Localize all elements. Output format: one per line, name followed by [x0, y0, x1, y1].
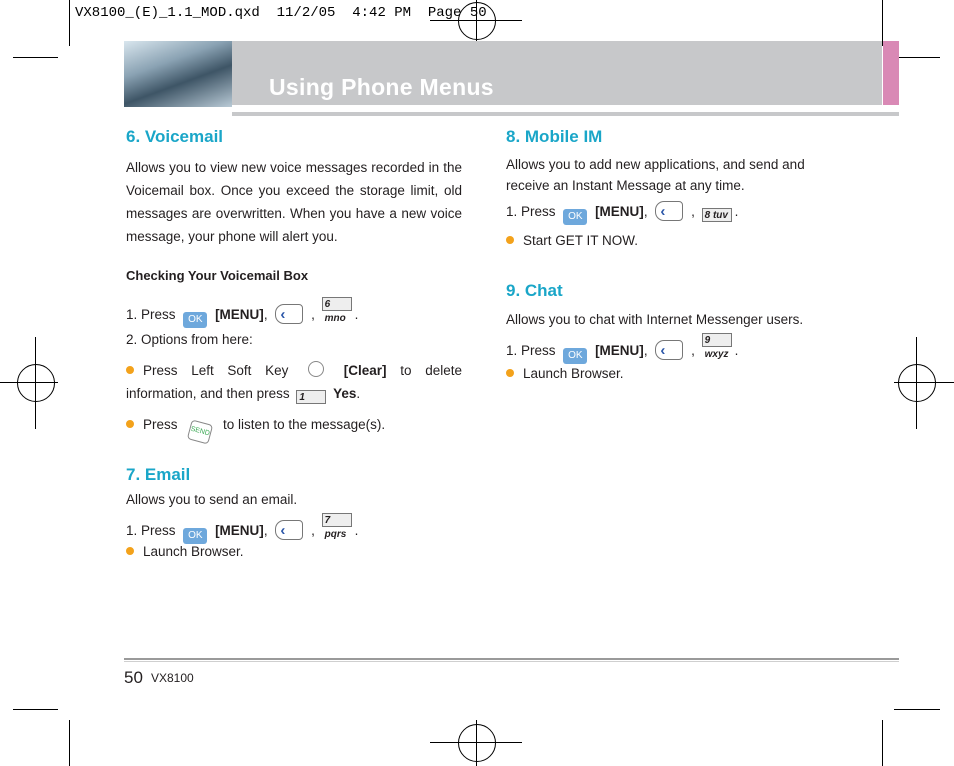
bullet-icon [506, 369, 514, 377]
bullet-icon [126, 547, 134, 555]
key-7-icon: 7 pqrs [322, 513, 352, 527]
accent-tab [883, 41, 899, 105]
footer-divider [124, 658, 899, 660]
clear-label: [Clear] [343, 363, 387, 378]
divider [124, 107, 899, 110]
comma: , [643, 343, 648, 358]
bullet-text: to listen to the message(s). [223, 417, 386, 432]
step: 2. Options from here: [126, 332, 253, 347]
section-heading: 9. Chat [506, 281, 563, 300]
comma: , [311, 523, 315, 538]
subheading: Checking Your Voicemail Box [126, 268, 309, 283]
paragraph: Allows you to view new voice messages recorded in the Voicemail box. Once you exceed the storage limit, old messages are overwritten. When you have a new voice message, your phone will alert you. [126, 160, 462, 244]
nav-left-key-icon [275, 304, 303, 324]
model-name: VX8100 [151, 671, 194, 685]
left-soft-key-icon [308, 361, 324, 377]
bullet-icon [506, 236, 514, 244]
step [506, 200, 738, 225]
comma: , [643, 204, 648, 219]
period: . [734, 343, 739, 358]
step-text: 1. Press [126, 307, 176, 322]
period: . [354, 523, 359, 538]
bullet-text: Launch Browser. [523, 366, 624, 381]
bullet-icon [126, 420, 134, 428]
crop-mark [13, 709, 58, 710]
nav-left-key-icon [655, 340, 683, 360]
comma: , [691, 343, 695, 358]
period: . [734, 204, 739, 219]
menu-label: [MENU] [215, 523, 264, 538]
section-heading: 7. Email [126, 465, 191, 484]
footer-divider [124, 661, 899, 662]
step-text: 1. Press [506, 343, 556, 358]
key-1-icon: 1 [296, 390, 326, 404]
menu-label: [MENU] [595, 204, 644, 219]
comma: , [311, 307, 315, 322]
crop-mark [13, 57, 58, 58]
menu-label: [MENU] [215, 307, 264, 322]
crop-mark [476, 720, 477, 766]
crop-mark [882, 720, 883, 766]
bullet-item [506, 362, 624, 385]
crop-mark [35, 337, 36, 429]
nav-left-key-icon [655, 201, 683, 221]
divider [232, 112, 899, 116]
comma: , [263, 523, 268, 538]
crop-mark [894, 382, 954, 383]
crop-mark [69, 720, 70, 766]
key-9-icon: 9 wxyz [702, 333, 732, 347]
crop-mark [69, 0, 70, 46]
registration-mark [17, 364, 55, 402]
bullet-text: to delete information, and then press [126, 363, 462, 401]
step-text: 1. Press [126, 523, 176, 538]
key-6-icon: 6 mno [322, 297, 352, 311]
paragraph: Allows you to add new applications, and send and receive an Instant Message at any time. [506, 157, 805, 193]
comma: , [691, 204, 695, 219]
registration-mark [458, 724, 496, 762]
bullet-text: Press [143, 417, 178, 432]
page-title: Using Phone Menus [269, 74, 494, 100]
print-slug: VX8100_(E)_1.1_MOD.qxd 11/2/05 4:42 PM Page 50 [75, 5, 487, 21]
yes-label: Yes [333, 386, 357, 401]
ok-key-icon: OK [183, 312, 207, 328]
step [126, 297, 466, 328]
paragraph: Allows you to send an email. [126, 492, 298, 507]
bullet-item [126, 540, 244, 563]
bullet-item [506, 229, 638, 252]
period: . [356, 386, 361, 401]
ok-key-icon: OK [563, 348, 587, 364]
bullet-text: Press Left Soft Key [143, 363, 289, 378]
bullet-text: Start GET IT NOW. [523, 233, 639, 248]
ok-key-icon: OK [183, 528, 207, 544]
comma: , [263, 307, 268, 322]
bullet-icon [126, 366, 134, 374]
section-heading: 8. Mobile IM [506, 127, 603, 146]
key-8-icon: 8 tuv [702, 208, 732, 222]
period: . [354, 307, 359, 322]
bullet-item [126, 359, 462, 405]
crop-mark [894, 709, 940, 710]
page-number: 50 [124, 668, 143, 687]
crop-mark [0, 382, 58, 383]
header-photo [124, 41, 232, 107]
registration-mark [898, 364, 936, 402]
step [506, 333, 738, 364]
step-text: 1. Press [506, 204, 556, 219]
send-key-icon: SEND [187, 419, 213, 444]
section-heading: 6. Voicemail [126, 127, 224, 146]
crop-mark [894, 57, 940, 58]
crop-mark [882, 0, 883, 46]
ok-key-icon: OK [563, 209, 587, 225]
paragraph: Allows you to chat with Internet Messenger users. [506, 312, 804, 327]
bullet-item [126, 413, 385, 442]
bullet-text: Launch Browser. [143, 544, 244, 559]
crop-mark [916, 337, 917, 429]
header-banner [124, 41, 882, 105]
menu-label: [MENU] [595, 343, 644, 358]
nav-left-key-icon [275, 520, 303, 540]
